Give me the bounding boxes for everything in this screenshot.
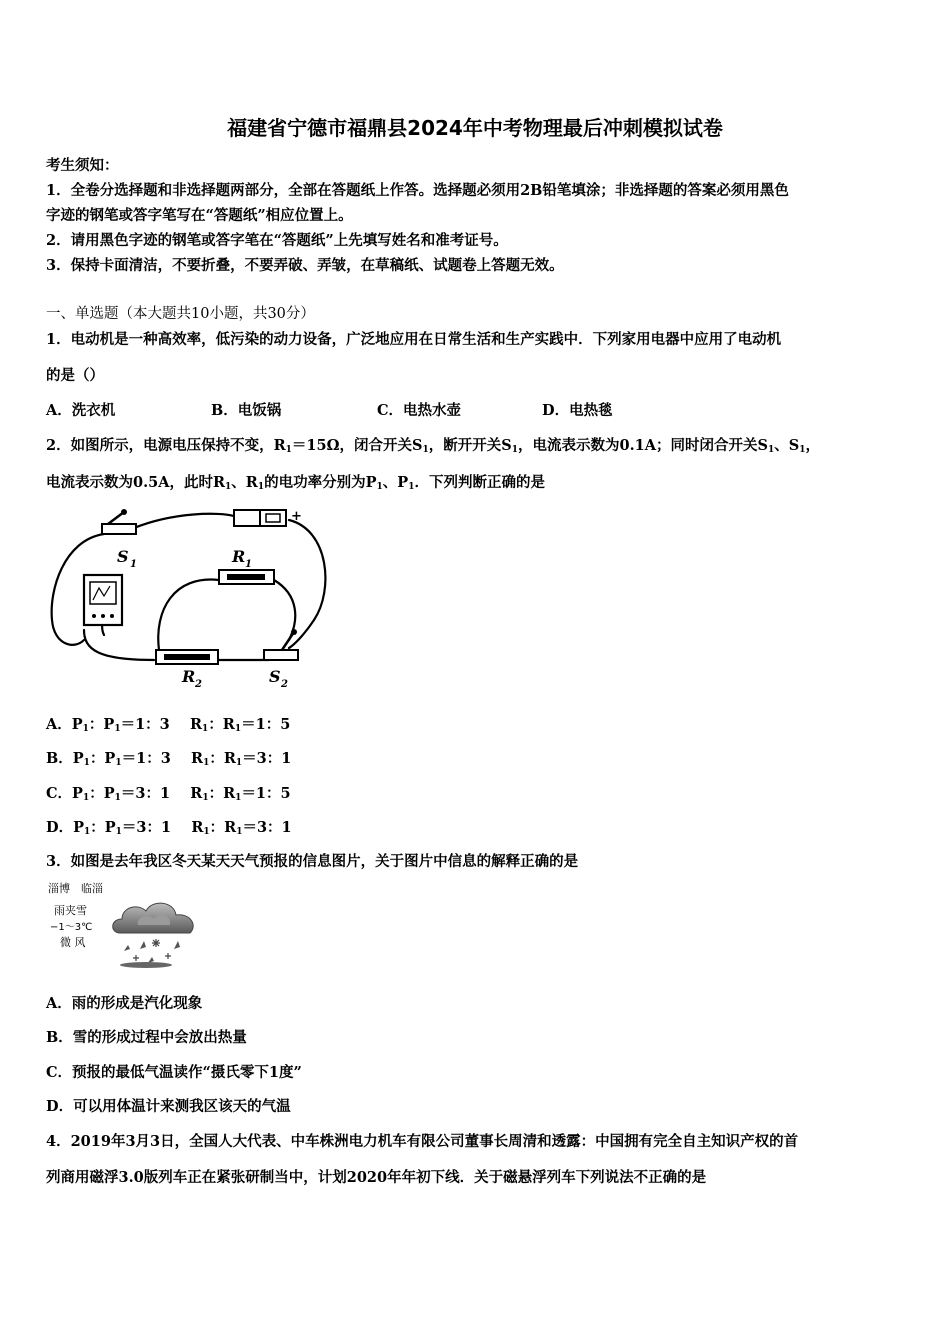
q2-stem-line-2: 电流表示数为0.5A，此时$R_1$、$R_1$的电功率分别为$P_1$、$P_1$．下列判断正确的是 xyxy=(46,474,545,492)
notice-line-3: 3．保持卡面清洁，不要折叠，不要弄破、弄皱，在草稿纸、试题卷上答题无效。 xyxy=(46,257,564,274)
q2-option-c: C．$P_1$：$P_1=3$：1 $R_1$：$R_1=1$：5 xyxy=(46,785,291,803)
weather-place: 淄博 临淄 xyxy=(48,882,103,895)
q3-option-a: A．雨的形成是汽化现象 xyxy=(46,995,203,1012)
q1-stem-line-2: 的是（） xyxy=(46,367,104,384)
resistor-r1 xyxy=(219,570,274,584)
battery xyxy=(234,510,286,526)
page-title: 福建省宁德市福鼎县2024年中考物理最后冲刺模拟试卷 xyxy=(227,116,723,140)
q1-stem-line-1: 1．电动机是一种高效率，低污染的动力设备，广泛地应用在日常生活和生产实践中．下列家用电器中应用了电动机 xyxy=(46,331,782,348)
weather-temp: −1～3℃ xyxy=(50,922,93,933)
notice-heading: 考生须知： xyxy=(46,157,119,174)
q3-option-c: C．预报的最低气温读作“摄氏零下1度” xyxy=(46,1064,302,1081)
q3-option-b: B．雪的形成过程中会放出热量 xyxy=(46,1029,247,1046)
resistor-r2 xyxy=(156,650,218,664)
q1-option-d: D．电热毯 xyxy=(542,402,613,419)
q3-stem: 3．如图是去年我区冬天某天天气预报的信息图片，关于图片中信息的解释正确的是 xyxy=(46,853,579,870)
weather-icon xyxy=(108,895,203,970)
s2-sub: 2 xyxy=(281,679,288,690)
section-heading: 一、单选题（本大题共10小题，共30分） xyxy=(46,306,315,322)
q4-stem-line-1: 4．2019年3月3日，全国人大代表、中车株洲电力机车有限公司董事长周清和透露：中国拥有完全自主知识产权的首 xyxy=(46,1133,799,1150)
circuit-diagram xyxy=(44,500,334,695)
r1-sub: 1 xyxy=(245,559,252,570)
weather-type: 雨夹雪 xyxy=(54,904,87,917)
q4-stem-line-2: 列商用磁浮3.0版列车正在紧张研制当中，计划2020年年初下线．关于磁悬浮列车下列说法不正确的是 xyxy=(46,1169,707,1186)
q2-option-a: A．$P_1$：$P_1=1$：3 $R_1$：$R_1=1$：5 xyxy=(46,716,291,734)
notice-line-1: 1．全卷分选择题和非选择题两部分，全部在答题纸上作答。选择题必须用2B铅笔填涂；非选择题的答案必须用黑色 xyxy=(46,182,789,199)
r1-label: R xyxy=(232,547,246,566)
switch-s1 xyxy=(102,509,136,534)
q1-option-a: A．洗衣机 xyxy=(46,402,116,419)
notice-line-1b: 字迹的钢笔或答字笔写在“答题纸”相应位置上。 xyxy=(46,207,353,224)
q1-option-c: C．电热水壶 xyxy=(377,402,462,419)
s1-label: S xyxy=(117,547,129,566)
r2-label: R xyxy=(182,667,196,686)
notice-line-2: 2．请用黑色字迹的钢笔或答字笔在“答题纸”上先填写姓名和准考证号。 xyxy=(46,232,508,249)
q1-option-b: B．电饭锅 xyxy=(211,402,282,419)
q2-option-b: B．$P_1$：$P_1=1$：3 $R_1$：$R_1=3$：1 xyxy=(46,750,292,768)
battery-plus-label: + xyxy=(291,509,302,524)
q2-stem-line-1: 2．如图所示，电源电压保持不变，$R_1=15\Omega$，闭合开关$S_1$，断开开关$S_1$，电流表示数为0.1A；同时闭合开关$S_1$、$S_1$， xyxy=(46,437,820,455)
ammeter xyxy=(84,575,122,625)
q2-option-d: D．$P_1$：$P_1=3$：1 $R_1$：$R_1=3$：1 xyxy=(46,819,292,837)
weather-wind: 微 风 xyxy=(60,936,86,949)
r2-sub: 2 xyxy=(195,679,202,690)
q3-option-d: D．可以用体温计来测我区该天的气温 xyxy=(46,1098,291,1115)
s2-label: S xyxy=(269,667,281,686)
s1-sub: 1 xyxy=(130,559,137,570)
